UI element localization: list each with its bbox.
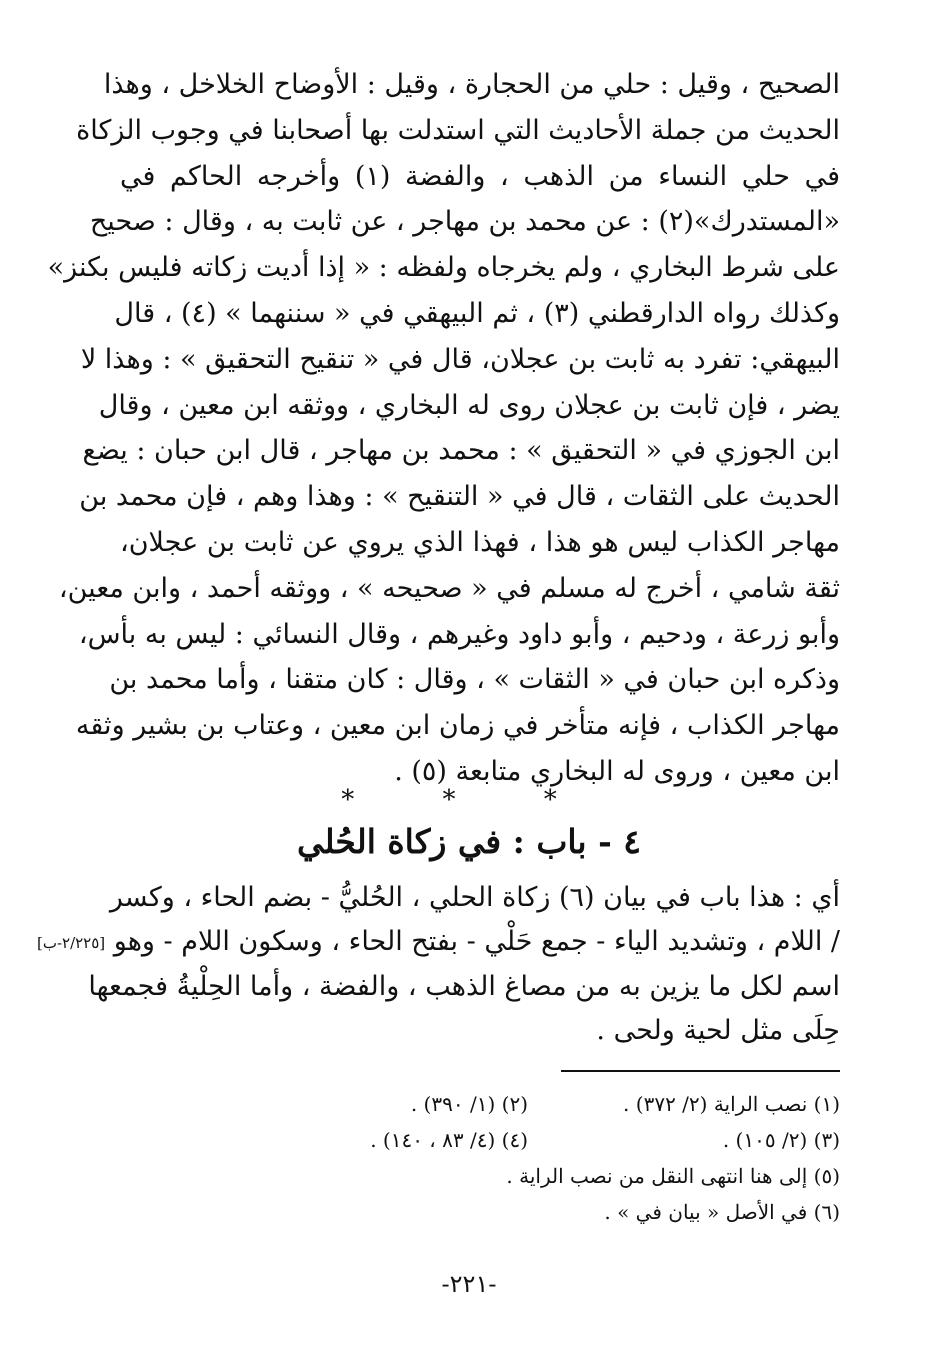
footnote-1: (١) نصب الراية (٢/ ٣٧٢) .	[623, 1092, 840, 1116]
chapter-heading: ٤ - باب : في زكاة الحُلي	[296, 822, 642, 861]
footnote-4: (٤) (٤/ ٨٣ ، ١٤٠) .	[370, 1128, 528, 1152]
body-line: في حلي النساء من الذهب ، والفضة (١) وأخرجه الحاكم في	[120, 160, 840, 192]
body-line: ابن معين ، وروى له البخاري متابعة (٥) .	[394, 755, 840, 787]
chapter-line: اسم لكل ما يزين به من مصاغ الذهب ، والفضة ، وأما الحِلْيةُ فجمعها	[88, 970, 840, 1002]
commentary-body	[47, 62, 840, 795]
body-line: وكذلك رواه الدارقطني (٣) ، ثم البيهقي في « سننهما » (٤) ، قال	[114, 297, 840, 329]
body-line: يضر ، فإن ثابت بن عجلان روى له البخاري ، ووثقه ابن معين ، وقال	[98, 389, 840, 421]
body-line: وذكره ابن حبان في « الثقات » ، وقال : كان متقنا ، وأما محمد بن	[109, 664, 840, 696]
body-line: الحديث على الثقات ، قال في « التنقيح » : وهذا وهم ، فإن محمد بن	[79, 481, 840, 513]
footnote-3: (٣) (٢/ ١٠٥) .	[722, 1128, 840, 1152]
body-line: على شرط البخاري ، ولم يخرجاه ولفظه : « إذا أديت زكاته فليس بكنز»	[47, 252, 840, 284]
page-number: -٢٢١-	[441, 1270, 497, 1298]
body-line: ابن الجوزي في « التحقيق » : محمد بن مهاجر ، قال ابن حبان : يضع	[82, 435, 840, 467]
footnote-divider	[561, 1070, 840, 1072]
footnote-5: (٥) إلى هنا انتهى النقل من نصب الراية .	[506, 1164, 840, 1188]
body-line: الحديث من جملة الأحاديث التي استدلت بها أصحابنا في وجوب الزكاة	[76, 114, 840, 146]
body-line: «المستدرك»(٢) : عن محمد بن مهاجر ، عن ثابت به ، وقال : صحيح	[89, 206, 840, 238]
body-line: مهاجر الكذاب ، فإنه متأخر في زمان ابن معين ، وعتاب بن بشير وثقه	[75, 710, 840, 742]
chapter-line	[36, 920, 840, 965]
chapter-body	[36, 876, 840, 1053]
body-line: مهاجر الكذاب ليس هو هذا ، فهذا الذي يروي عن ثابت بن عجلان،	[120, 526, 840, 558]
body-line: وأبو زرعة ، ودحيم ، وأبو داود وغيرهم ، وقال النسائي : ليس به بأس،	[78, 618, 840, 650]
section-separator: * * *	[341, 785, 597, 815]
chapter-line: حِلَى مثل لحية ولحى .	[596, 1014, 840, 1046]
chapter-line-text: / اللام ، وتشديد الياء - جمع حَلْي - بفتح الحاء ، وسكون اللام - وهو	[113, 926, 840, 957]
footnote-2: (٢) (١/ ٣٩٠) .	[410, 1092, 528, 1116]
body-line: ثقة شامي ، أخرج له مسلم في « صحيحه » ، ووثقه أحمد ، وابن معين،	[58, 572, 840, 604]
chapter-line: أي : هذا باب في بيان (٦) زكاة الحلي ، الحُليُّ - بضم الحاء ، وكسر	[109, 882, 840, 913]
body-line: الصحيح ، وقيل : حلي من الحجارة ، وقيل : الأوضاح الخلاخل ، وهذا	[103, 69, 840, 100]
manuscript-folio-marker: [٢/٢٢٥-ب]	[36, 933, 106, 952]
body-line: البيهقي: تفرد به ثابت بن عجلان، قال في « تنقيح التحقيق » : وهذا لا	[80, 343, 840, 375]
footnote-6: (٦) في الأصل « بيان في » .	[604, 1200, 840, 1224]
